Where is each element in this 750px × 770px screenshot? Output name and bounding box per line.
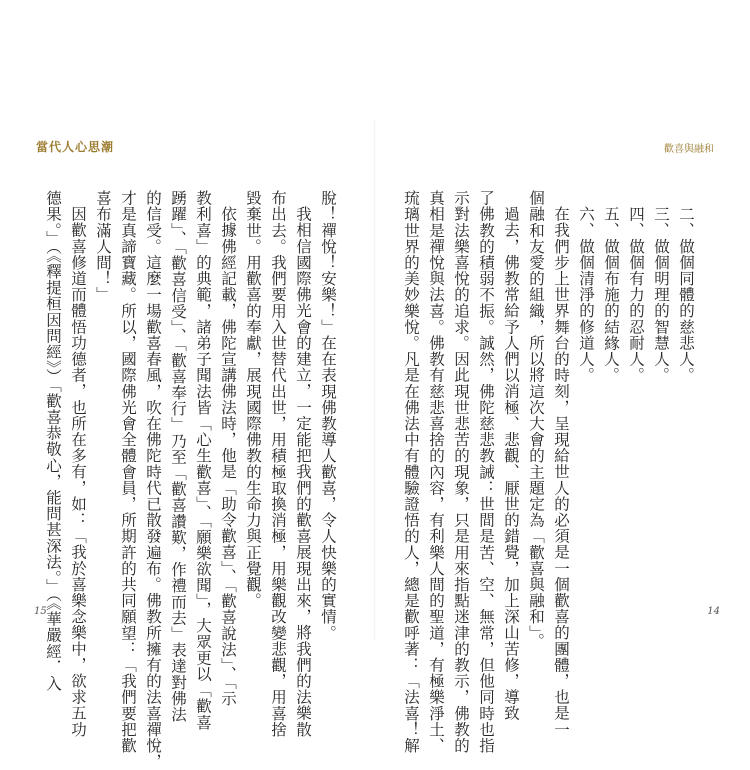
text-column: 四、做個有力的忍耐人。 bbox=[627, 205, 645, 383]
book-title: 當代人心思潮 bbox=[36, 140, 115, 154]
text-column: 依據佛經記載，佛陀宣講佛法時，他是「助令歡喜」、「歡喜說法」、「示 bbox=[219, 205, 237, 706]
page-number-left: 15 bbox=[34, 606, 47, 617]
text-column: 毀棄世。用歡喜的奉獻，展現國際佛教的生命力與正覺觀。 bbox=[244, 190, 262, 609]
text-column: 才是真諦寶藏。所以，國際佛光會全體會員，所期許的共同願望：「我們要把歡 bbox=[119, 190, 137, 754]
text-column: 教利喜」的典範，諸弟子聞法皆「心生歡喜」、「願樂欲聞」，大眾更以「歡喜 bbox=[194, 190, 212, 731]
text-column: 了佛教的積弱不振。誠然，佛陀慈悲教誡：世間是苦、空、無常，但他同時也指 bbox=[477, 190, 495, 754]
page-gutter bbox=[374, 120, 376, 640]
chapter-title: 歡喜與融和 bbox=[664, 144, 714, 155]
text-column: 三、做個明理的智慧人。 bbox=[652, 205, 670, 383]
text-column: 布出去。我們要用入世替代出世，用積極取換消極，用樂觀改變悲觀，用喜捨 bbox=[269, 190, 287, 738]
text-column: 個融和友愛的組織，所以將這次大會的主題定為「歡喜與融和」。 bbox=[527, 190, 545, 650]
text-column: 喜布滿人間！」 bbox=[94, 190, 112, 303]
running-header-left bbox=[36, 138, 114, 155]
left-page-text bbox=[44, 190, 340, 770]
text-column: 在我們步上世界舞台的時刻，呈現給世人的必須是一個歡喜的團體，也是一 bbox=[552, 205, 570, 737]
text-column: 過去，佛教常給予人們以消極、悲觀、厭世的錯覺，加上深山苦修，導致 bbox=[502, 205, 520, 721]
text-column: 我相信國際佛光會的建立，一定能把我們的歡喜展現出來，將我們的法樂散 bbox=[294, 205, 312, 737]
text-column: 五、做個布施的結緣人。 bbox=[602, 205, 620, 383]
text-column: 示對法樂喜悅的追求。因此現世悲苦的現象，只是用來指點迷津的教示，佛教的 bbox=[452, 190, 470, 754]
text-column: 因歡喜修道而體悟功德者，也所在多有，如：「我於喜樂念樂中，欲求五功 bbox=[69, 205, 87, 737]
text-column: 德果。」（《釋提桓因問經》）「歡喜恭敬心，能問甚深法。」（《華嚴經．入 bbox=[44, 190, 62, 692]
right-page-text bbox=[398, 190, 698, 754]
text-column: 踴躍」、「歡喜信受」、「歡喜奉行」乃至「歡喜讚歎，作禮而去」表達對佛法 bbox=[169, 190, 187, 723]
text-column: 脫！禪悅！安樂！」在在表現佛教導人歡喜，令人快樂的實情。 bbox=[319, 190, 337, 641]
text-column: 琉璃世界的美妙樂悅。凡是在佛法中有體驗證悟的人，總是歡呼著：「法喜！解 bbox=[402, 190, 420, 754]
text-column: 二、做個同體的慈悲人。 bbox=[677, 205, 695, 383]
text-column: 的信受。這麼一場歡喜春風，吹在佛陀時代已散發遍布。佛教所擁有的法喜禪悅， bbox=[144, 190, 162, 770]
text-column: 真相是禪悅與法喜。佛教有慈悲喜捨的內容，有利樂人間的聖道，有極樂淨土、 bbox=[427, 190, 445, 754]
text-column: 六、做個清淨的修道人。 bbox=[577, 205, 595, 383]
page-number-right: 14 bbox=[707, 606, 720, 617]
